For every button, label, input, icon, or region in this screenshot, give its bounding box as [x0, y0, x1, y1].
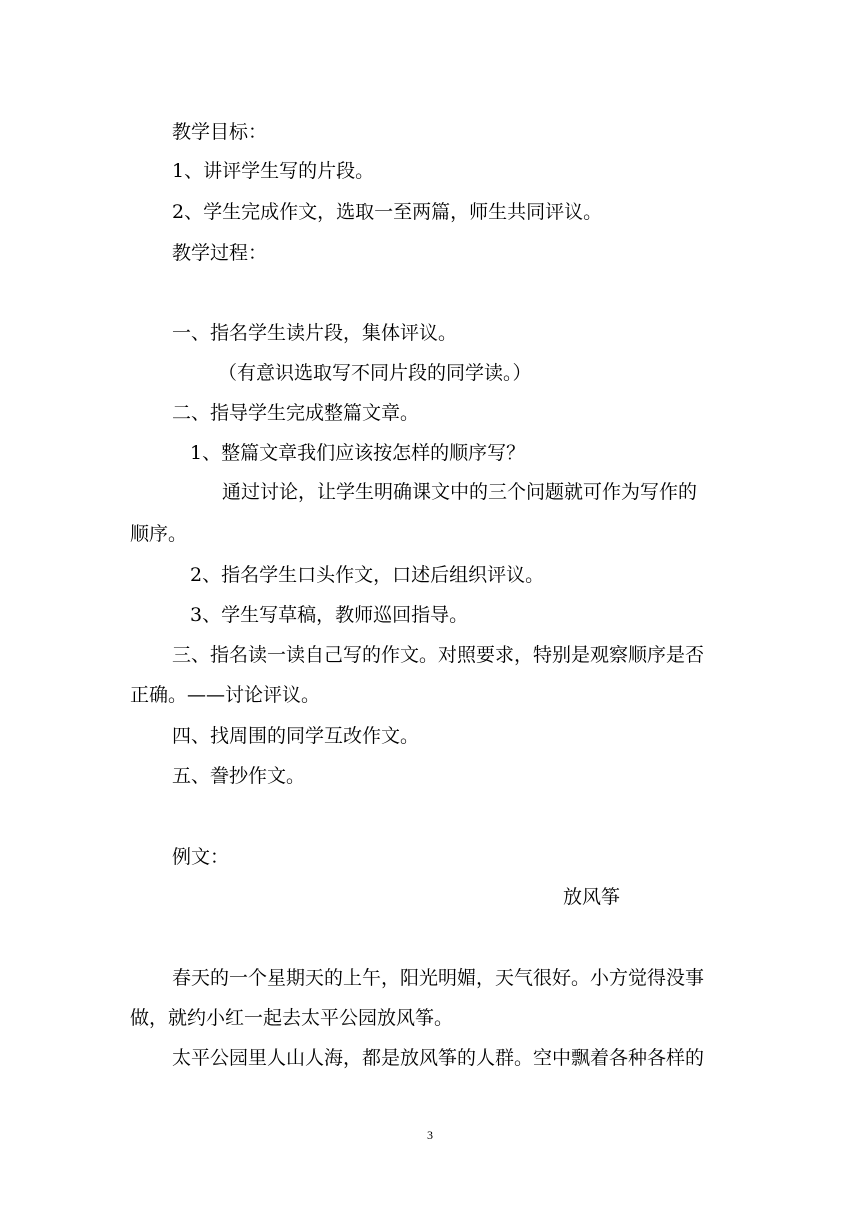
example-title: 放风筝 [563, 886, 621, 908]
process-substep-1-detail-cont: 顺序。 [130, 523, 188, 545]
example-label: 例文： [172, 846, 230, 868]
process-step-2: 二、指导学生完成整篇文章。 [172, 402, 420, 424]
heading-teaching-goals: 教学目标： [172, 121, 268, 143]
process-substep-1: 1、整篇文章我们应该按怎样的顺序写？ [190, 442, 526, 464]
process-substep-1-detail: 通过讨论，让学生明确课文中的三个问题就可作为写作的 [222, 481, 698, 503]
example-paragraph-1: 春天的一个星期天的上午，阳光明媚，天气很好。小方觉得没事 [172, 967, 705, 989]
process-step-3: 三、指名读一读自己写的作文。对照要求，特别是观察顺序是否 [172, 644, 705, 666]
example-paragraph-2: 太平公园里人山人海，都是放风筝的人群。空中飘着各种各样的 [172, 1047, 705, 1069]
process-step-1-note: （有意识选取写不同片段的同学读。） [218, 362, 532, 384]
goal-item-2: 2、学生完成作文，选取一至两篇，师生共同评议。 [172, 201, 603, 223]
process-substep-3: 3、学生写草稿，教师巡回指导。 [190, 604, 469, 626]
page-number: 3 [427, 1128, 433, 1142]
process-step-5: 五、誊抄作文。 [172, 765, 306, 787]
process-substep-2: 2、指名学生口头作文，口述后组织评议。 [190, 564, 545, 586]
goal-item-1: 1、讲评学生写的片段。 [172, 160, 375, 182]
example-paragraph-1-cont: 做，就约小红一起去太平公园放风筝。 [130, 1007, 454, 1029]
process-step-4: 四、找周围的同学互改作文。 [172, 725, 420, 747]
heading-teaching-process: 教学过程： [172, 242, 268, 264]
process-step-1: 一、指名学生读片段，集体评议。 [172, 322, 458, 344]
process-step-3-cont: 正确。——讨论评议。 [130, 684, 321, 706]
